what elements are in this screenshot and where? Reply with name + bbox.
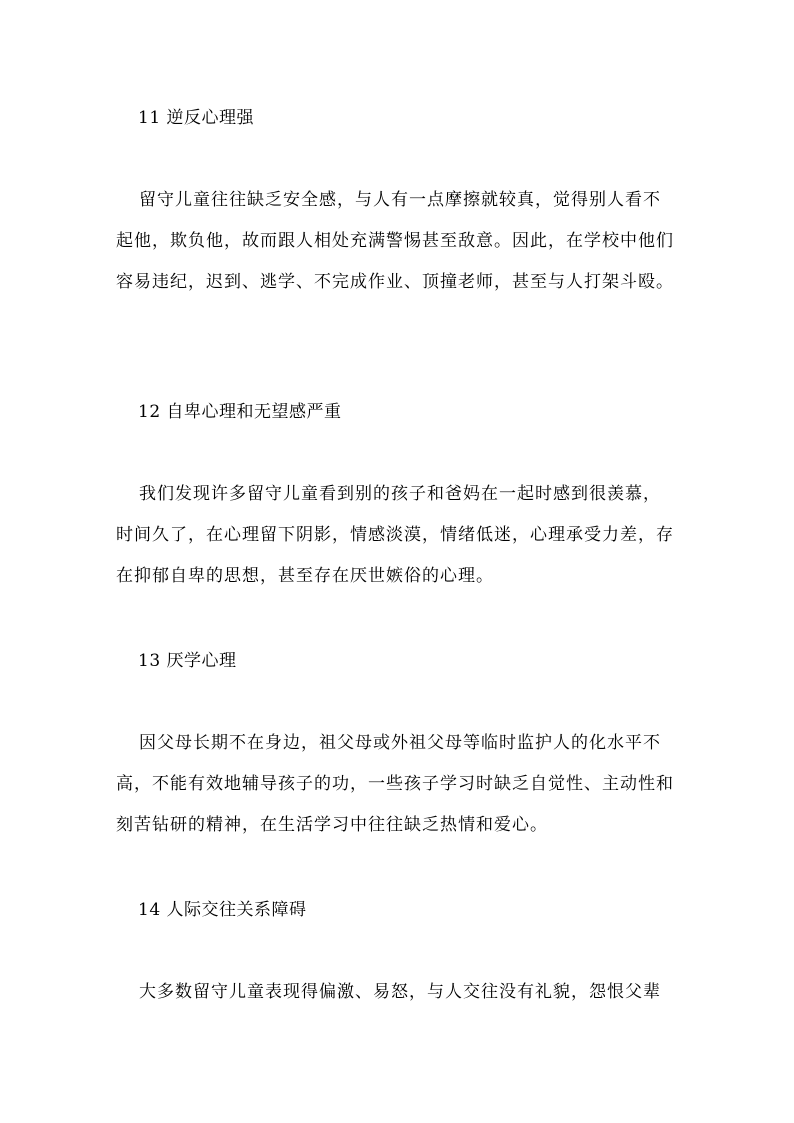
section-heading: 13 厌学心理	[138, 651, 237, 671]
section-paragraph: 因父母长期不在身边，祖父母或外祖父母等临时监护人的化水平不高，不能有效地辅导孩子的功，一些孩子学习时缺乏自觉性、主动性和刻苦钻研的精神，在生活学习中往往缺乏热情和爱心。	[116, 733, 674, 835]
section-heading: 11 逆反心理强	[138, 108, 255, 128]
section-heading: 14 人际交往关系障碍	[138, 900, 307, 920]
section-heading: 12 自卑心理和无望感严重	[138, 402, 342, 422]
section-paragraph: 大多数留守儿童表现得偏激、易怒，与人交往没有礼貌，怨恨父辈	[139, 982, 661, 1002]
section-paragraph: 留守儿童往往缺乏安全感，与人有一点摩擦就较真，觉得别人看不起他，欺负他，故而跟人相处充满警惕甚至敌意。因此，在学校中他们容易违纪，迟到、逃学、不完成作业、顶撞老师，甚至与人打架斗殴。	[116, 190, 674, 292]
section-paragraph: 我们发现许多留守儿童看到别的孩子和爸妈在一起时感到很羡慕，时间久了，在心理留下阴影，情感淡漠，情绪低迷，心理承受力差，存在抑郁自卑的思想，甚至存在厌世嫉俗的心理。	[116, 484, 674, 586]
